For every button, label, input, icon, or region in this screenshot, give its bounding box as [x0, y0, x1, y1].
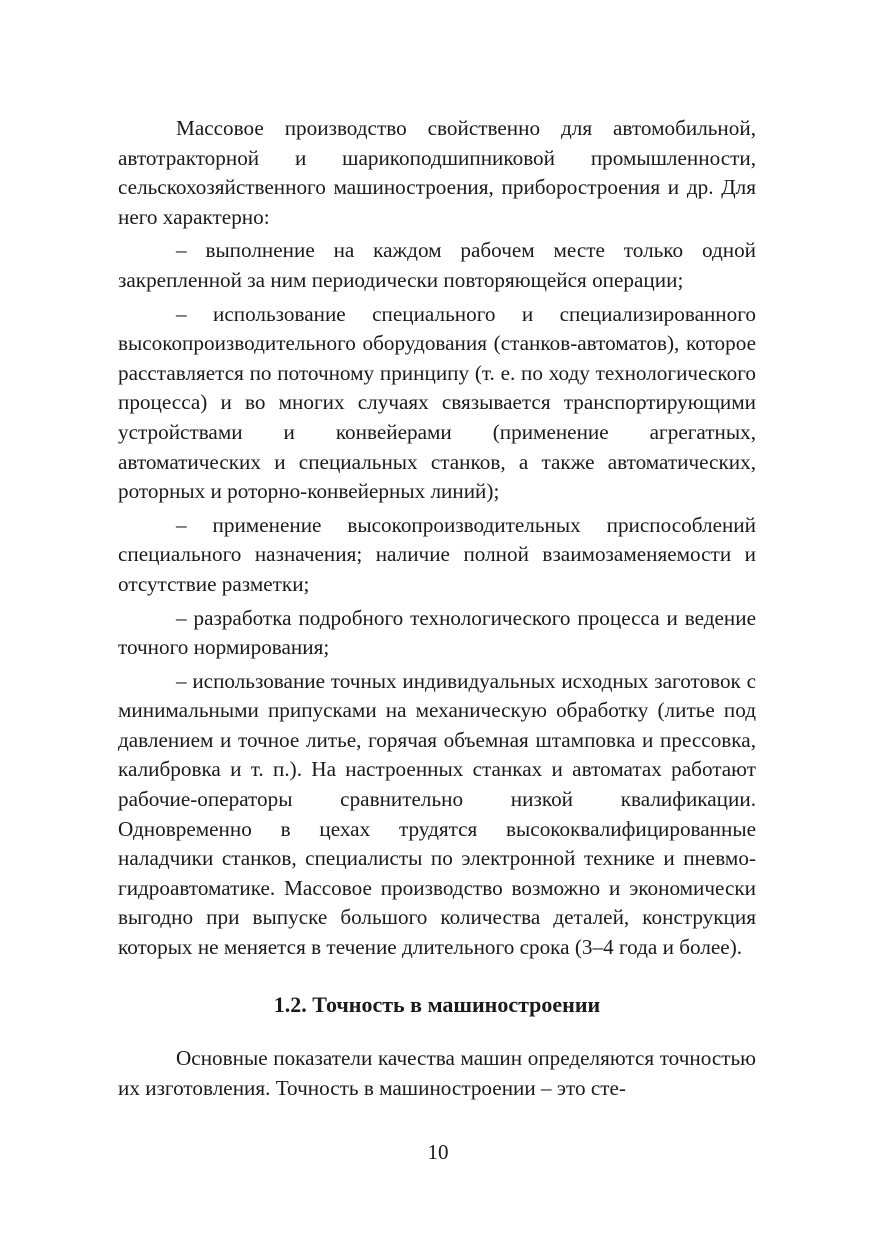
page-number: 10 — [427, 1140, 449, 1164]
list-item-2: – использование специального и специализированного высокопроизводительного оборудования (станков-автоматов), которое расставляется по поточному принципу (т. е. по ходу технологического процесса) и во многих случаях связывается транспортирующими устройствами и конвейерами (применение агрегатных, автоматических и специальных станков, а также автоматических, роторных и роторно-конвейерных линий); — [118, 301, 756, 504]
intro-paragraph: Массовое производство свойственно для автомобильной, автотракторной и шарикоподшипниковой промышленности, сельскохозяйственного машиностроения, приборостроения и др. Для него характерно: — [118, 116, 756, 229]
section-text — [118, 1044, 756, 1103]
list-item-1: – выполнение на каждом рабочем месте только одной закрепленной за ним периодически повторяющейся операции; — [118, 238, 756, 292]
list-item-5: – использование точных индивидуальных исходных заготовок с минимальными припусками на механическую обработку (литье под давлением и точное литье, горячая объемная штамповка и прессовка, калибровка и т. п.). На настроенных станках и автоматах работают рабочие-операторы сравнительно низкой квалификации. Одновременно в цехах трудятся высококвалифицированные наладчики станков, специалисты по электронной технике и пневмо-гидроавтоматике. Массовое производство возможно и экономически выгодно при выпуске большого количества деталей, конструкция которых не меняется в течение длительного срока (3–4 года и более). — [118, 668, 756, 960]
section-paragraph: Основные показатели качества машин определяются точностью их изготовления. Точность в машиностроении – это сте- — [118, 1046, 756, 1100]
list-item-3: – применение высокопроизводительных приспособлений специального назначения; наличие полной взаимозаменяемости и отсутствие разметки; — [118, 512, 756, 596]
section-heading: 1.2. Точность в машиностроении — [273, 992, 601, 1017]
list-item-4: – разработка подробного технологического процесса и ведение точного нормирования; — [118, 605, 756, 660]
main-text — [118, 114, 756, 963]
